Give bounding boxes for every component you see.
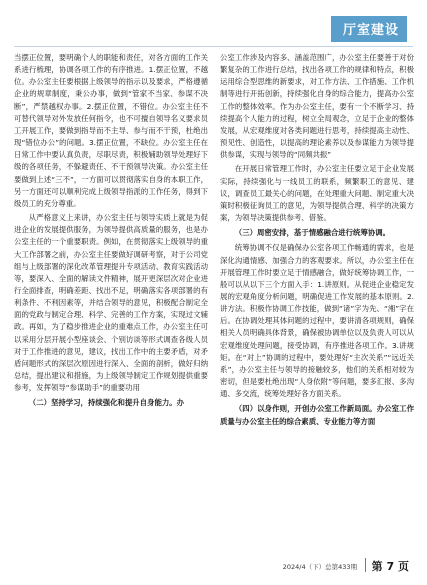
page-header	[0, 0, 427, 48]
section-heading: （二）坚持学习，持续强化和提升自身能力。办	[28, 398, 185, 408]
paragraph: 从严格意义上来讲，办公室主任与领导实质上就是为促进企业的发展提供服务，为领导提供高质量的服务，也是办公室主任的一个重要职责。例如，在贯彻落实上级领导的重大工作部署之前，办公室主任要做好调研考察，对于公司党组与上级部署的深化改革管理提升专项活动、教育实践活动等，要深入、全面的解读文件精神，展开更深层次对企业进行全面排查，明确差距、找出不足，明确落实各项部署的有利条件、不利因素等，并结合领导的意见，积极配合制定全面的党政与制定合理、科学、完善的工作方案，实现过文辅政。再如，为了稳步推进企业的重难点工作，办公室主任可以采用分层开展小型座谈会、个别访谈等形式调查各级人员对于工作推进的意见，建议，找出工作中的主要矛盾，对矛盾问题形式的深层次原因进行深入、全面的剖析，做好归纳总结，提出建议和措施，为上级领导制定工作规划提供重要参考，发挥领导“参谋助手”的重要功用	[14, 213, 208, 393]
section-tag: 厅室建设	[331, 16, 407, 42]
article-body	[14, 52, 414, 552]
paragraph: 公室工作涉及内容多、涵盖范围广，办公室主任要善于对份繁复杂的工作进行总结，找出各项工作的规律和特点，积极运用综合型思维的新要求，对工作方法、工作措施、工作机制等进行开拓创新，持续强化自身的综合能力，提高办公室工作的整体效率。作为办公室主任，要有一个不断学习、持续提高个人能力的过程，树立全局观念，立足于企业的整体发展，从宏观维度对各类问题进行思考，持续提高主动性、预见性、创造性，以提高的理论素养以及参谋能力为领导提供参谋，实现与领导的“同频共振”	[220, 53, 414, 160]
paragraph: 在开展日常管理工作时，办公室主任要立足于企业发展实际，持续强化与一线员工的联系，频繁职工的意见、建议，调查员工最关心的问题，在处理重大问题、制定重大决策时积极征询员工的意见，为领导提供合理、科学的决策方案，为领导决策提供参考、借鉴。	[220, 164, 414, 223]
footer-divider	[365, 558, 366, 572]
page-footer	[14, 556, 413, 576]
issue-info: 2024/4（下）总第433期	[282, 563, 357, 571]
header-rule	[14, 46, 413, 47]
page-number: 第 7 页	[371, 560, 409, 573]
right-column	[220, 52, 414, 552]
section-heading: （三）周密安排，基于情感融合进行统筹协调。	[234, 228, 391, 238]
left-column	[14, 52, 208, 552]
paragraph: 当摆正位置，要明确个人的职能和责任，对各方面的工作关系进行梳理，协调各项工作的有序推进。1.摆正位置，不越位。办公室主任要根据上级领导的指示以及要求，严格遵循企业的规章制度，秉公办事，做到“管家不当家、参谋不决断”，严禁越权办事。2.摆正位置，不错位。办公室主任不可替代领导对外发放任何指令，也不可擅自领导名义要求员工开展工作，要做到指导而不主导、参与而不干预，杜绝出现“错位办公”的问题。3.摆正位置，不缺位。办公室主任在日常工作中要认真负责，尽职尽责，积极辅助领导处理好下级的各项任务，不躲避责任、不干预领导决策。办公室主任要做到上述“三不”，一方面可以贯彻落实自身的本职工作，另一方面还可以顺利完成上级领导指派的工作任务，得到下级员工的充分尊重。	[14, 53, 208, 208]
section-heading: （四）以身作则，开创办公室工作新局面。办公室工作质量与办公室主任的综合素质、专业能力等方面	[220, 404, 414, 426]
paragraph: 统筹协调不仅是确保办公室各项工作畅通的需求，也是深化沟通情感、加强合力的客观要求。所以，办公室主任在开展管理工作时要立足于情感融合，做好统筹协调工作，一般可以从以下三个方面入手：1.讲原则。从促进企业稳定发展的宏观角度分析问题，明确促进工作发展的基本原则。2.讲方法。积极作协调工作技能，做到“诸”字为先、“湘”字在后。在协调处理其体问题的过程中，要讲清各项规则，确保相关人员明确具体背景，确保被协调单位以及负责人可以从宏观维度处理问题，接受协调，有序推进各项工作。3.讲规矩。在“对上”协调的过程中，要处理好“主次关系”“远近关系”，办公室主任与领导的接触较多，他们的关系相对较为密切，但是要杜绝出现“人身依附”等问题，要多汇报、多沟通、多交流，统筹处理好各方面关系。	[220, 243, 414, 399]
